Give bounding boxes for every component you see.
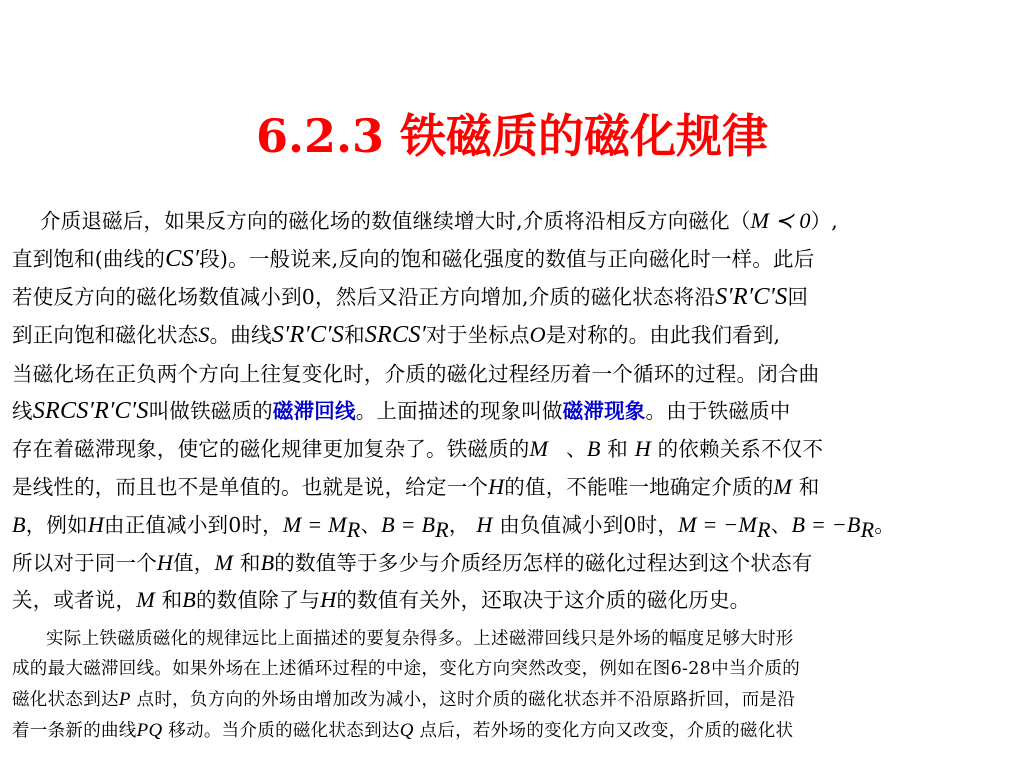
math-inline: O bbox=[529, 322, 546, 347]
math-inline: M = −M bbox=[678, 512, 758, 537]
math-inline: M bbox=[214, 550, 234, 575]
text-line: B，例如H由正值减小到0时，$M = M_R$、$B = B_R$， H 由负值减小到0时，$M = -M_R$、$B = -B_R$。 bbox=[12, 512, 896, 543]
math-inline: B = −B bbox=[791, 512, 861, 537]
text-line: 线SRCS′R′C′S叫做铁磁质的磁滞回线。上面描述的现象叫做磁滞现象。由于铁磁质中 bbox=[12, 397, 791, 424]
math-inline: H bbox=[320, 587, 337, 612]
math-inline: M = M bbox=[282, 512, 347, 537]
math-inline: S bbox=[198, 322, 210, 347]
math-inline: S′R′C′S bbox=[271, 321, 345, 348]
text-line: 磁化状态到达P 点时，负方向的外场由增加改为减小，这时介质的磁化状态并不沿原路折回，而是沿 bbox=[12, 689, 796, 710]
term-hysteresis-loop: 磁滞回线 bbox=[272, 399, 356, 423]
text-line: 若使反方向的磁化场数值减小到0，然后又沿正方向增加,介质的磁化状态将沿S′R′C′S回 bbox=[12, 283, 809, 310]
text-line: 着一条新的曲线PQ 移动。当介质的磁化状态到达Q 点后，若外场的变化方向又改变，介质的磁化状 bbox=[12, 720, 794, 741]
math-inline: P bbox=[118, 689, 131, 710]
math-inline: B bbox=[586, 436, 601, 461]
text-line: 当磁化场在正负两个方向上往复变化时，介质的磁化过程经历着一个循环的过程。闭合曲 bbox=[12, 362, 820, 386]
text-line: 是线性的，而且也不是单值的。也就是说，给定一个H的值，不能唯一地确定介质的M 和 bbox=[12, 474, 820, 499]
math-inline: CS′ bbox=[165, 245, 200, 272]
math-inline: H bbox=[634, 436, 651, 461]
text-line: 到正向饱和磁化状态S。曲线S′R′C′S和SRCS′对于坐标点O是对称的。由此我们看到, bbox=[12, 321, 781, 348]
math-inline: Q bbox=[399, 720, 414, 741]
math-inline: H bbox=[476, 512, 493, 537]
math-inline: M bbox=[773, 474, 793, 499]
math-inline: M bbox=[529, 436, 549, 461]
section-title: 6.2.3 铁磁质的磁化规律 bbox=[255, 109, 769, 163]
math-inline: M bbox=[136, 587, 155, 612]
text-line: 实际上铁磁质磁化的规律远比上面描述的要复杂得多。上述磁滞回线只是外场的幅度足够大时形 bbox=[46, 629, 794, 649]
math-inline: B bbox=[12, 512, 26, 537]
math-inline: M ≺ 0 bbox=[750, 208, 811, 233]
math-inline: PQ bbox=[136, 720, 163, 741]
text-line: 所以对于同一个H值，M 和B的数值等于多少与介质经历怎样的磁化过程达到这个状态有 bbox=[12, 550, 813, 575]
text-line: 存在着磁滞现象，使它的磁化规律更加复杂了。铁磁质的M 、B 和 H 的依赖关系不仅不 bbox=[12, 436, 824, 461]
math-inline: B = B bbox=[381, 512, 436, 537]
math-inline: B bbox=[260, 550, 275, 575]
math-inline: H bbox=[87, 512, 105, 537]
text-line: 直到饱和(曲线的CS′段)。一般说来,反向的饱和磁化强度的数值与正向磁化时一样。此后 bbox=[12, 245, 815, 272]
math-inline: H bbox=[488, 474, 505, 499]
math-inline: B bbox=[182, 587, 196, 612]
math-inline: H bbox=[156, 550, 174, 575]
term-hysteresis: 磁滞现象 bbox=[562, 399, 646, 423]
text-line: 介质退磁后，如果反方向的磁化场的数值继续增大时,介质将沿相反方向磁化（M ≺ 0）, bbox=[40, 208, 839, 233]
text-line: 成的最大磁滞回线。如果外场在上述循环过程的中途，变化方向突然改变，例如在图6-28中当介质的 bbox=[12, 659, 801, 679]
math-inline: SRCS′R′C′S bbox=[32, 397, 149, 424]
text-line: 关，或者说，M 和B的数值除了与H的数值有关外，还取决于这介质的磁化历史。 bbox=[12, 587, 751, 612]
math-inline: SRCS′ bbox=[364, 321, 427, 348]
math-inline: S′R′C′S bbox=[715, 283, 788, 310]
